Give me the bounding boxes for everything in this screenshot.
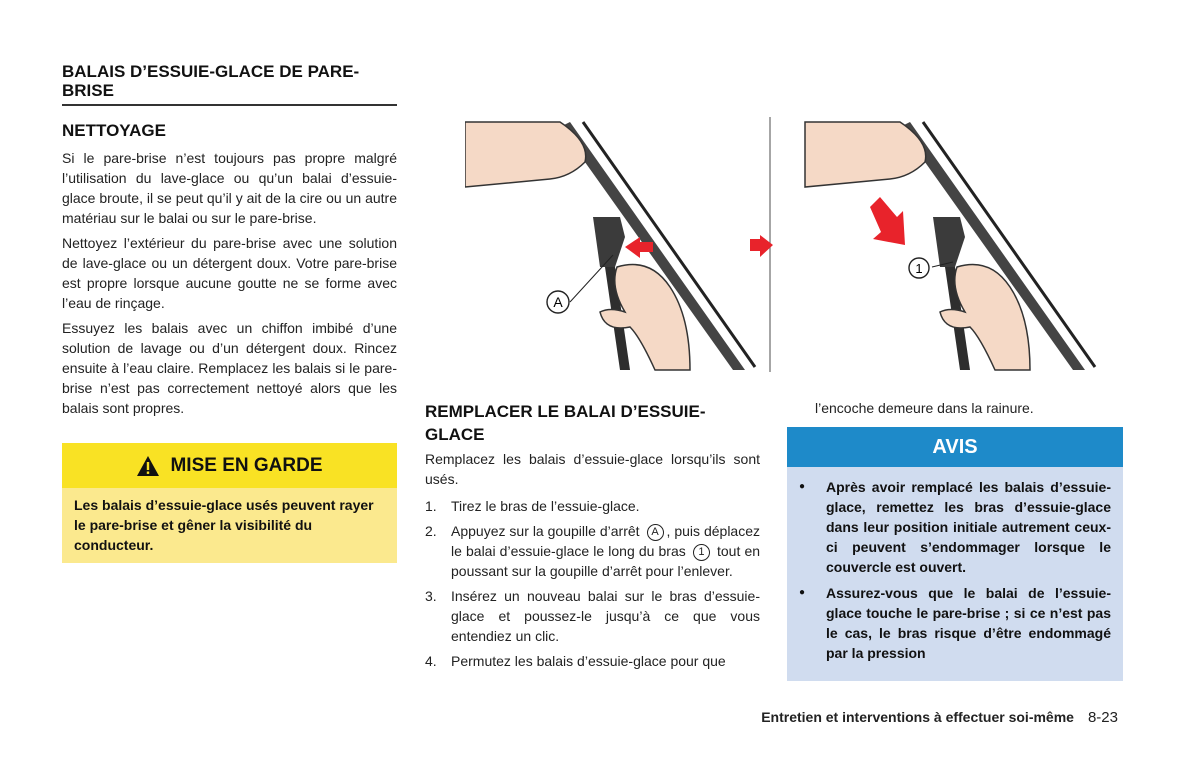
replace-intro: Remplacez les balais d’essuie-glace lorsqu’ils sont usés. bbox=[425, 451, 760, 487]
cleaning-paragraph: Si le pare-brise n’est toujours pas propre malgré l’utilisation du lave-glace ou qu’un balai d’essuie-glace broute, il se peut qu’il y ait de la cire ou un autre matériau sur le balai ou sur le pare-brise. bbox=[62, 150, 397, 226]
page-footer bbox=[761, 709, 1118, 726]
list-item: 3. Insérez un nouveau balai sur le bras d’essuie-glace et poussez-le jusqu’à ce que vous entendiez un clic. bbox=[425, 588, 760, 644]
list-item: 4. Permutez les balais d’essuie-glace pour que bbox=[425, 653, 726, 669]
slide-down-arrow-icon bbox=[870, 197, 905, 245]
caution-text: Les balais d’essuie-glace usés peuvent rayer le pare-brise et gêner la visibilité du conducteur. bbox=[62, 488, 397, 563]
label-1: 1 bbox=[915, 261, 923, 276]
caution-header bbox=[62, 443, 397, 488]
list-item: ● Après avoir remplacé les balais d’essuie-glace, remettez les bras d’essuie-glace dans leur position initiale autrement ceux-ci peuvent s’endommager lorsque le couvercle est ouvert. bbox=[799, 477, 1111, 577]
wiper-removal-figure bbox=[465, 117, 1125, 377]
label-a: A bbox=[553, 294, 563, 310]
replace-steps bbox=[425, 496, 760, 671]
list-item: 1. Tirez le bras de l’essuie-glace. bbox=[425, 498, 640, 514]
cleaning-paragraph: Essuyez les balais avec un chiffon imbibé d’une solution de lavage ou d’un détergent doux. Rincez ensuite à l’eau claire. Remplacez les balais si le pare-brise n’est pas correctement nettoyé alors que les balais sont propres. bbox=[62, 320, 397, 416]
section-title: BALAIS D’ESSUIE-GLACE DE PARE-BRISE bbox=[62, 62, 360, 100]
callout-a-icon: A bbox=[647, 524, 664, 541]
notice-body bbox=[787, 467, 1123, 681]
list-item: ● Assurez-vous que le balai de l’essuie-glace touche le pare-brise ; si ce n’est pas le cas, le bras risque d’être endommagé par la pression bbox=[799, 583, 1111, 663]
replace-text bbox=[425, 449, 760, 676]
warning-icon bbox=[136, 455, 160, 477]
callout-1-icon: 1 bbox=[693, 544, 710, 561]
cleaning-text bbox=[62, 148, 397, 423]
cleaning-paragraph: Nettoyez l’extérieur du pare-brise avec une solution de lave-glace ou un détergent doux. Votre pare-brise est propre lorsque aucune goutte ne se forme avec l’eau de rinçage. bbox=[62, 235, 397, 311]
caution-title: MISE EN GARDE bbox=[170, 454, 323, 476]
notice-header bbox=[787, 427, 1123, 467]
replace-heading: REMPLACER LE BALAI D’ESSUIE-GLACE bbox=[425, 402, 706, 444]
step-continuation: l’encoche demeure dans la rainure. bbox=[815, 400, 1034, 416]
title-divider bbox=[62, 104, 397, 106]
notice-title: AVIS bbox=[932, 435, 978, 458]
footer-title: Entretien et interventions à effectuer soi-même bbox=[761, 709, 1074, 725]
list-item: 2. Appuyez sur la goupille d’arrêt A , puis déplacez le balai d’essuie-glace le long du bras 1 tout en poussant sur la goupille d’arrêt pour l’enlever. bbox=[425, 523, 761, 579]
cleaning-heading: NETTOYAGE bbox=[62, 121, 166, 140]
wiper-figure-right bbox=[805, 122, 1095, 370]
wiper-figure-left bbox=[465, 122, 755, 370]
page-number: 8-23 bbox=[1087, 709, 1118, 726]
